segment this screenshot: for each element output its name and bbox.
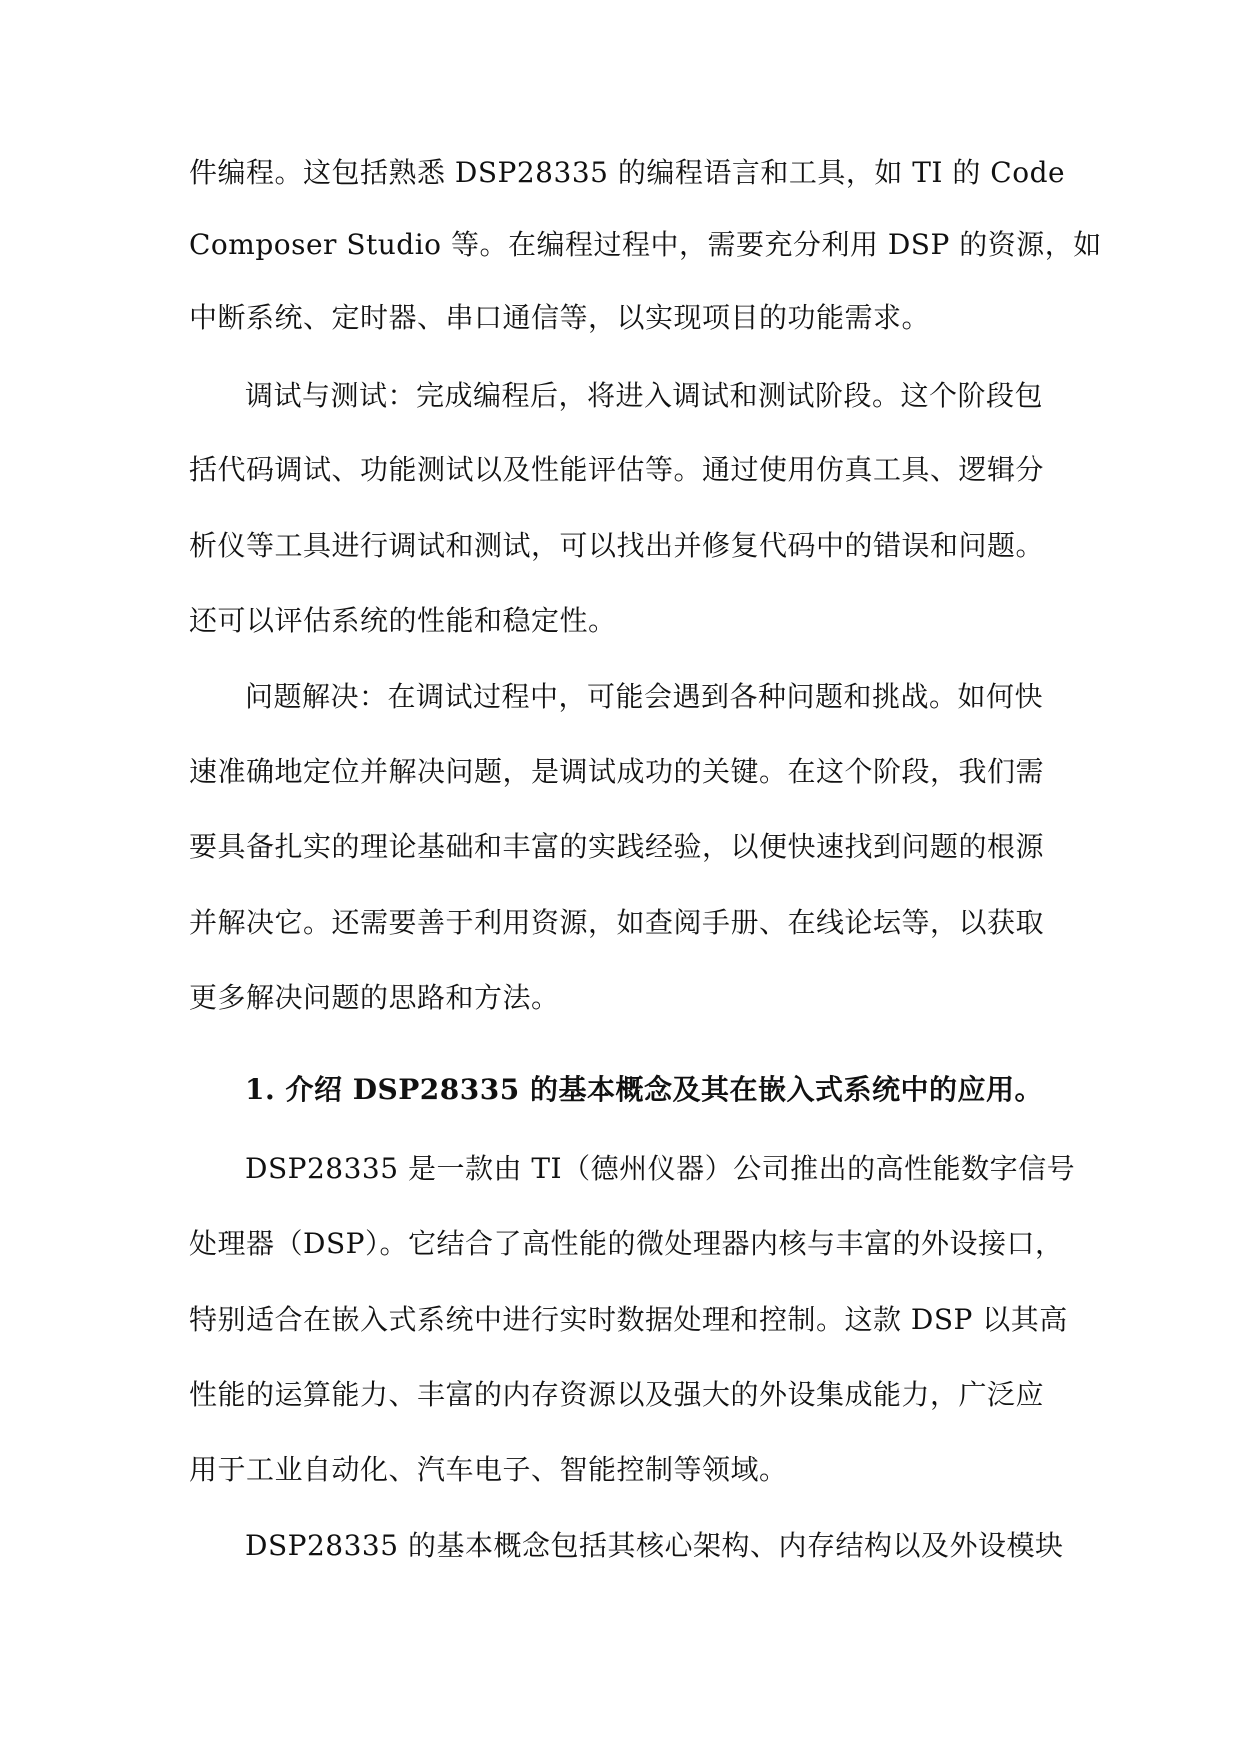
paragraph-line: DSP28335 是一款由 TI（德州仪器）公司推出的高性能数字信号: [245, 1152, 1076, 1185]
paragraph-line: 还可以评估系统的性能和稳定性。: [189, 604, 617, 637]
paragraph-line: 处理器（DSP）。它结合了高性能的微处理器内核与丰富的外设接口，: [189, 1227, 1064, 1260]
paragraph-line: 问题解决：在调试过程中，可能会遇到各种问题和挑战。如何快: [245, 680, 1044, 713]
paragraph-line: 析仪等工具进行调试和测试，可以找出并修复代码中的错误和问题。: [189, 529, 1045, 562]
section-heading: 1. 介绍 DSP28335 的基本概念及其在嵌入式系统中的应用。: [245, 1073, 1043, 1106]
paragraph-line: 件编程。这包括熟悉 DSP28335 的编程语言和工具，如 TI 的 Code: [189, 156, 1066, 189]
paragraph-line: 并解决它。还需要善于利用资源，如查阅手册、在线论坛等，以获取: [189, 906, 1045, 939]
paragraph-line: DSP28335 的基本概念包括其核心架构、内存结构以及外设模块: [245, 1529, 1064, 1562]
paragraph-line: 调试与测试：完成编程后，将进入调试和测试阶段。这个阶段包: [245, 379, 1044, 412]
paragraph-line: 括代码调试、功能测试以及性能评估等。通过使用仿真工具、逻辑分: [189, 453, 1045, 486]
paragraph-line: 速准确地定位并解决问题，是调试成功的关键。在这个阶段，我们需: [189, 755, 1045, 788]
paragraph-line: 性能的运算能力、丰富的内存资源以及强大的外设集成能力，广泛应: [189, 1378, 1045, 1411]
paragraph-line: 中断系统、定时器、串口通信等，以实现项目的功能需求。: [189, 301, 931, 334]
paragraph-line: 要具备扎实的理论基础和丰富的实践经验，以便快速找到问题的根源: [189, 830, 1045, 863]
paragraph-line: 更多解决问题的思路和方法。: [189, 981, 560, 1014]
paragraph-line: Composer Studio 等。在编程过程中，需要充分利用 DSP 的资源，如: [189, 228, 1102, 261]
paragraph-line: 用于工业自动化、汽车电子、智能控制等领域。: [189, 1453, 788, 1486]
paragraph-line: 特别适合在嵌入式系统中进行实时数据处理和控制。这款 DSP 以其高: [189, 1303, 1068, 1336]
